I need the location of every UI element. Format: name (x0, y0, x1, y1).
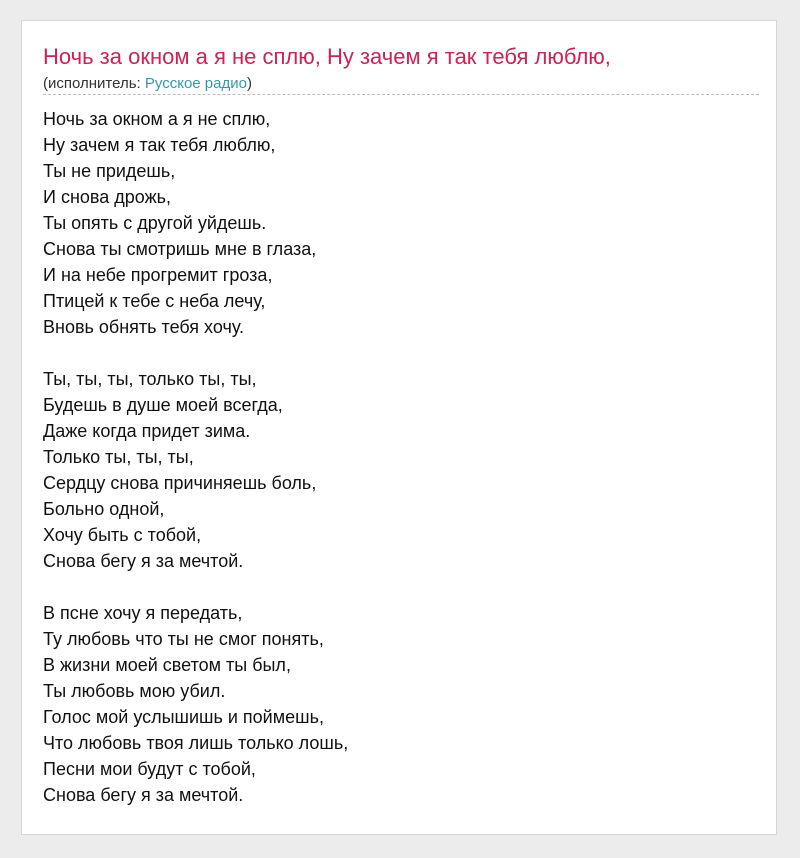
lyric-line: Снова ты смотришь мне в глаза, (43, 239, 317, 259)
lyric-line: Снова бегу я за мечтой. (43, 785, 244, 805)
lyric-line: Ты любовь мою убил. (43, 681, 226, 701)
lyric-line: И на небе прогремит гроза, (43, 265, 273, 285)
lyric-line: Хочу быть с тобой, (43, 525, 202, 545)
verse-gap (43, 340, 348, 366)
lyric-line: Вновь обнять тебя хочу. (43, 317, 245, 337)
lyric-line: Ты опять с другой уйдешь. (43, 213, 267, 233)
artist-prefix: (исполнитель: (43, 75, 145, 92)
lyric-line: Даже когда придет зима. (43, 421, 251, 441)
verse-gap (43, 574, 348, 600)
verse-3 (43, 600, 348, 808)
lyric-line: И снова дрожь, (43, 187, 172, 207)
lyric-line: Больно одной, (43, 499, 165, 519)
lyric-line: Песни мои будут с тобой, (43, 759, 256, 779)
lyric-line: Птицей к тебе с неба лечу, (43, 291, 266, 311)
song-title: Ночь за окном а я не сплю, Ну зачем я так тебя люблю, (43, 44, 611, 69)
lyrics-text (43, 106, 348, 808)
artist-line (43, 75, 252, 93)
verse-2 (43, 366, 348, 574)
lyric-line: Снова бегу я за мечтой. (43, 551, 244, 571)
lyric-line: Ночь за окном а я не сплю, (43, 109, 271, 129)
lyric-line: Ту любовь что ты не смог понять, (43, 629, 324, 649)
lyric-line: Ты, ты, ты, только ты, ты, (43, 369, 257, 389)
lyric-line: В жизни моей светом ты был, (43, 655, 291, 675)
lyric-line: Будешь в душе моей всегда, (43, 395, 283, 415)
lyric-line: Голос мой услышишь и поймешь, (43, 707, 324, 727)
verse-1 (43, 106, 348, 340)
artist-link[interactable]: Русское радио (144, 75, 247, 92)
lyric-line: Сердцу снова причиняешь боль, (43, 473, 317, 493)
title-divider (43, 94, 759, 95)
lyric-line: Ты не придешь, (43, 161, 176, 181)
lyric-line: Что любовь твоя лишь только лошь, (43, 733, 349, 753)
lyric-line: В псне хочу я передать, (43, 603, 243, 623)
artist-suffix: ) (246, 75, 252, 92)
lyrics-card (21, 20, 777, 835)
lyric-line: Ну зачем я так тебя люблю, (43, 135, 276, 155)
lyric-line: Только ты, ты, ты, (43, 447, 194, 467)
